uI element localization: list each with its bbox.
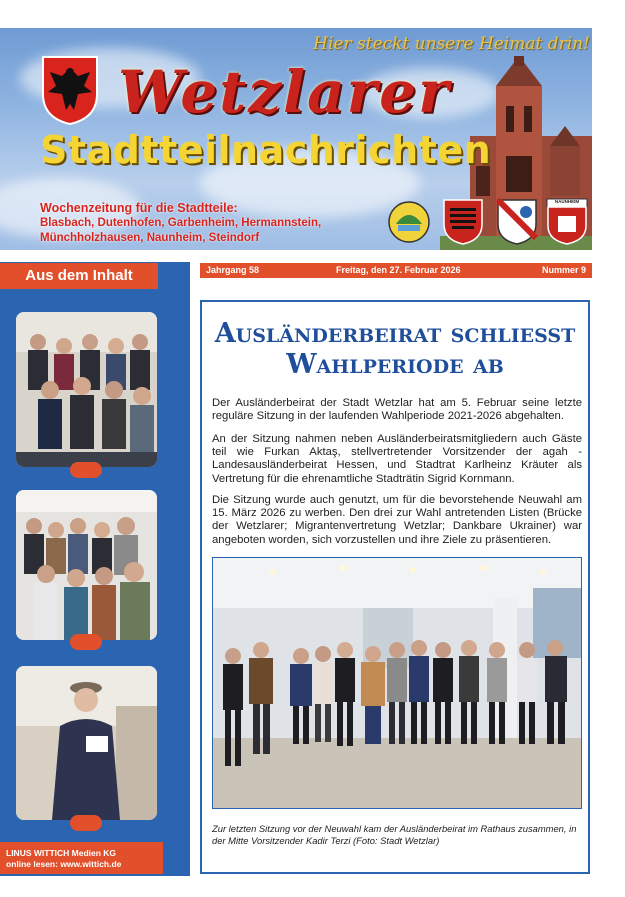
online-link[interactable]: online lesen: www.wittich.de (6, 859, 122, 869)
photo-tab (70, 634, 102, 650)
masthead-title: Wetzlarer (118, 58, 451, 126)
issue-info-bar (200, 263, 592, 278)
publisher-name: LINUS WITTICH Medien KG (6, 848, 117, 858)
photo-tab (70, 815, 102, 831)
contents-photo[interactable] (16, 312, 157, 467)
article-paragraph: An der Sitzung nahmen neben Ausländerbeiratsmitgliedern auch Gäste teil wie Furkan Aktaş, stellvertretender Vorsitzender der agah - Landesausländerbeirat Hessen, und Stadtrat Karlheinz Kräuter als Vertretung für die ehrenamtliche Stadträtin Sigrid Kornmann. (212, 433, 582, 485)
weekly-label: Wochenzeitung für die Stadtteile: (40, 201, 238, 215)
article-paragraph: Die Sitzung wurde auch genutzt, um für die bevorstehende Neuwahl am 15. März 2026 zu werben. Den drei zur Wahl antretenden Listen (Brücke der Wetzlarer; Migrantenvertretung Wetzlar; Dankbare Ukrainer) war angeboten worden, sich vorzustellen und ihre Ziele zu präsentieren. (212, 494, 582, 546)
district-crest-icon (442, 198, 484, 246)
district-crest-icon (546, 198, 588, 246)
motto-text: Hier steckt unsere Heimat drin! (313, 34, 590, 54)
issue-number: Nummer 9 (541, 265, 586, 275)
masthead-subtitle: Stadtteilnachrichten (40, 128, 492, 172)
article-paragraph: Der Ausländerbeirat der Stadt Wetzlar hat am 5. Februar seine letzte reguläre Sitzung in der laufenden Wahlperiode 2021-2026 abgehalten. (212, 397, 582, 423)
contents-heading: Aus dem Inhalt (0, 263, 158, 289)
headline-line: Wahlperiode ab (286, 349, 504, 380)
sidebar-diagonal (150, 262, 200, 876)
crest-label: NAUNHEIM (554, 199, 580, 204)
district-crest-icon (388, 198, 430, 246)
article-box (200, 300, 590, 874)
photo-tab (70, 462, 102, 478)
publisher-bar (0, 842, 163, 874)
article-headline (202, 318, 588, 380)
district-crest-icon (496, 198, 538, 246)
article-photo[interactable] (212, 557, 582, 809)
issue-date: Freitag, den 27. Februar 2026 (336, 265, 461, 275)
districts-line: Blasbach, Dutenhofen, Garbenheim, Hermannstein, (40, 217, 322, 229)
contents-photo[interactable] (16, 666, 157, 820)
districts-line: Münchholzhausen, Naunheim, Steindorf (40, 232, 260, 244)
contents-photo[interactable] (16, 490, 157, 640)
city-crest-icon (40, 54, 100, 126)
headline-line: Ausländerbeirat schließt (214, 318, 576, 349)
photo-caption: Zur letzten Sitzung vor der Neuwahl kam der Ausländerbeirat im Rathaus zusammen, in der Mitte Vorsitzender Kadir Terzi (Foto: Stadt Wetzlar) (212, 823, 577, 846)
issue-volume: Jahrgang 58 (206, 265, 260, 275)
masthead-banner (0, 28, 592, 250)
